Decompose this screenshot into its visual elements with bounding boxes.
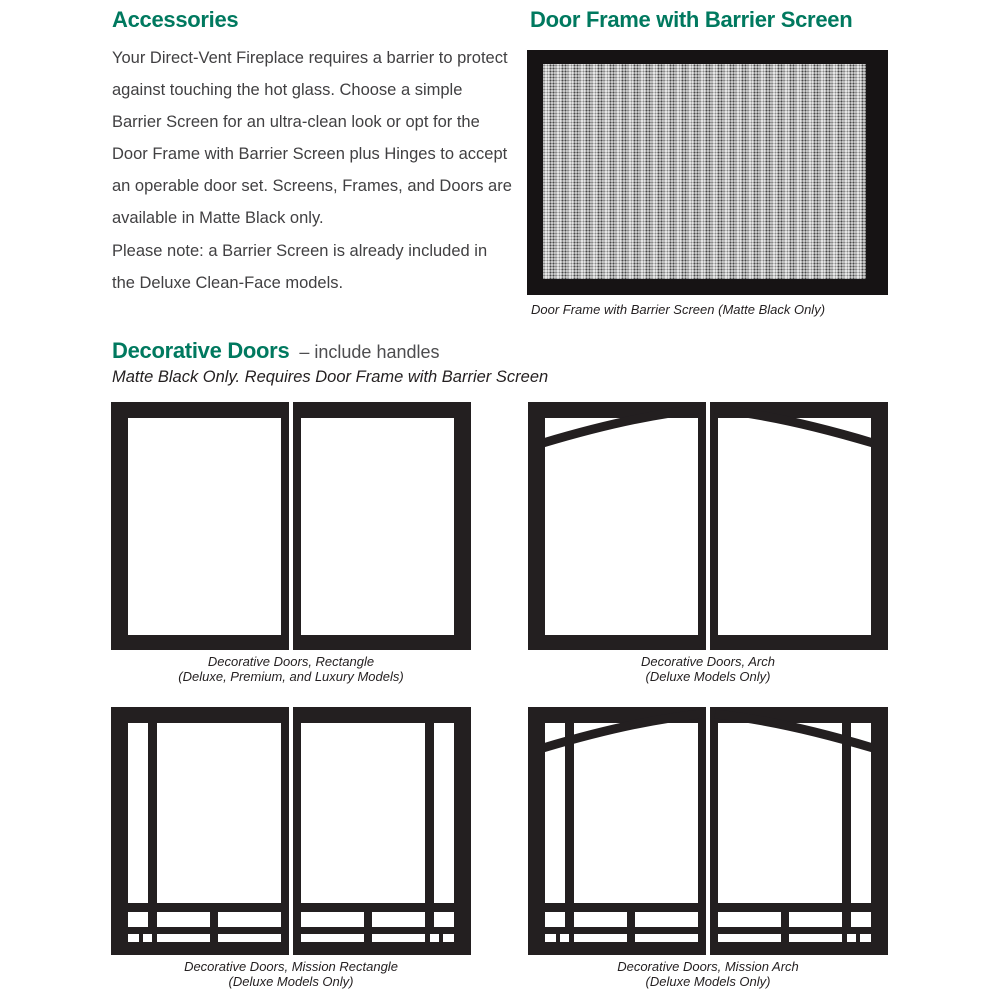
decorative-doors-heading-row bbox=[112, 339, 440, 363]
include-handles-label: – include handles bbox=[299, 342, 440, 362]
caption-line1: Decorative Doors, Arch bbox=[641, 654, 775, 669]
barrier-screen-photo bbox=[527, 50, 888, 295]
door-caption-mission-rectangle bbox=[111, 960, 471, 989]
decorative-doors-heading: Decorative Doors bbox=[112, 338, 290, 363]
rectangle-doors-illustration bbox=[111, 402, 471, 650]
caption-line1: Decorative Doors, Mission Rectangle bbox=[184, 959, 398, 974]
accessories-heading: Accessories bbox=[112, 7, 239, 32]
decorative-doors-subtitle: Matte Black Only. Requires Door Frame with Barrier Screen bbox=[112, 368, 549, 386]
caption-line2: (Deluxe, Premium, and Luxury Models) bbox=[178, 668, 404, 684]
mission-arch-doors-illustration bbox=[528, 707, 888, 955]
door-caption-mission-arch bbox=[528, 960, 888, 989]
mission-rectangle-doors-illustration bbox=[111, 707, 471, 955]
note-paragraph: Please note: a Barrier Screen is already included in the Deluxe Clean-Face models. bbox=[112, 242, 488, 292]
door-set-arch bbox=[528, 402, 888, 650]
barrier-screen-caption: Door Frame with Barrier Screen (Matte Black Only) bbox=[531, 302, 826, 317]
arch-doors-illustration bbox=[528, 402, 888, 650]
door-caption-rectangle bbox=[111, 655, 471, 684]
door-set-mission-arch bbox=[528, 707, 888, 955]
accessories-paragraph: Your Direct-Vent Fireplace requires a barrier to protect against touching the hot glass. Choose a simple Barrier Screen for an ultra-clean look or opt for the Door Frame with Barrier Screen plus Hinges to accept an operable door set. Screens, Frames, and Doors are available in Matte Black only. bbox=[112, 49, 512, 227]
door-set-rectangle bbox=[111, 402, 471, 650]
caption-line1: Decorative Doors, Mission Arch bbox=[617, 959, 799, 974]
caption-line1: Decorative Doors, Rectangle bbox=[207, 654, 375, 669]
door-set-mission-rectangle bbox=[111, 707, 471, 955]
caption-line2: (Deluxe Models Only) bbox=[228, 973, 354, 989]
door-frame-heading: Door Frame with Barrier Screen bbox=[530, 7, 853, 32]
door-caption-arch bbox=[528, 655, 888, 684]
barrier-screen-mesh bbox=[543, 64, 866, 279]
caption-line2: (Deluxe Models Only) bbox=[645, 973, 771, 989]
caption-line2: (Deluxe Models Only) bbox=[645, 668, 771, 684]
